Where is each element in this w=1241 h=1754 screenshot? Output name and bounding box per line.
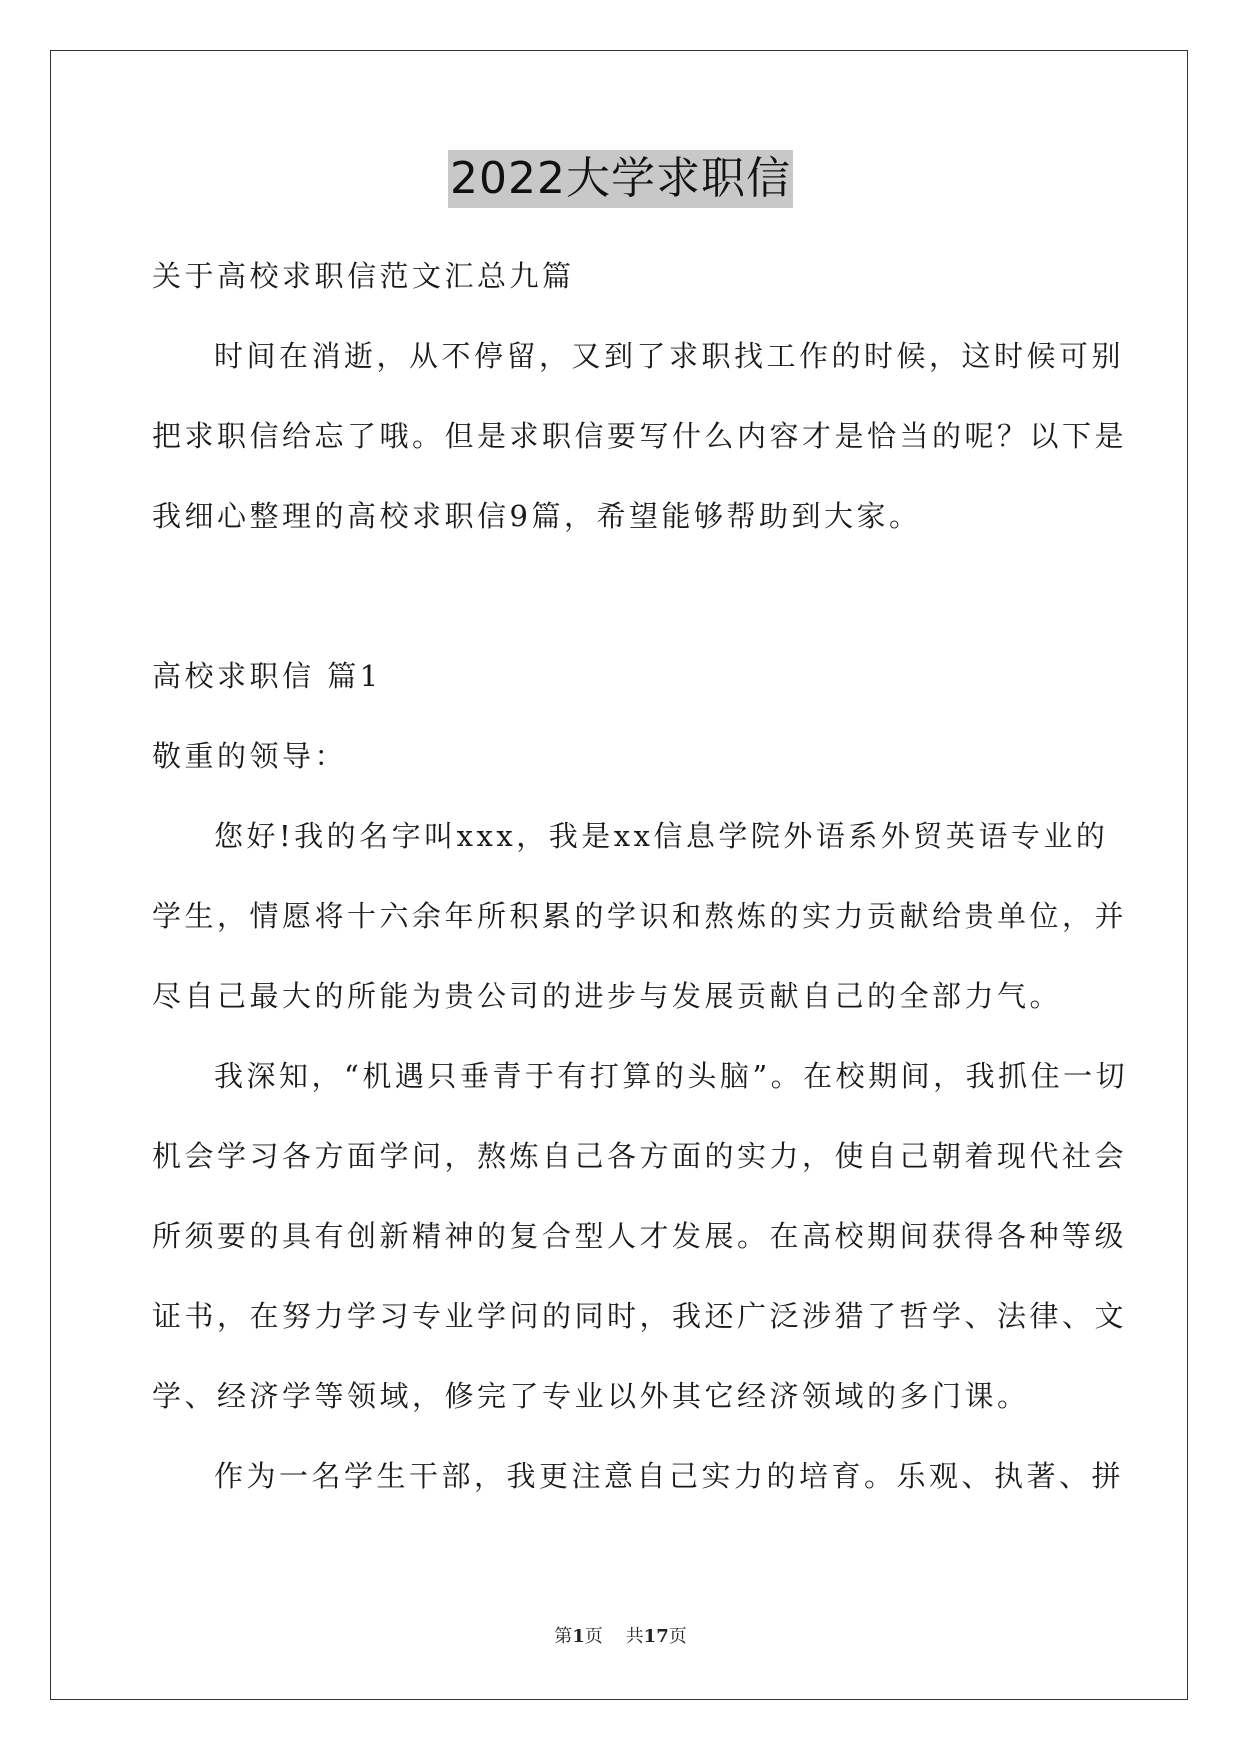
footer-page-suffix: 页 [584,1626,603,1647]
footer-page-number: 1 [572,1626,585,1647]
text-line: 您好!我的名字叫xxx，我是xx信息学院外语系外贸英语专业的 [214,819,1109,853]
document-body [152,236,1129,1516]
text-line: 学生，情愿将十六余年所积累的学识和熬炼的实力贡献给贵单位，并 [152,899,1128,933]
text-line: 敬重的领导： [152,739,348,773]
text-line: 学、经济学等领域，修完了专业以外其它经济领域的多门课。 [152,1379,1030,1413]
text-line: 证书，在努力学习专业学问的同时，我还广泛涉猎了哲学、法律、文 [152,1299,1128,1333]
footer-page-prefix: 第 [554,1626,573,1647]
text-line: 机会学习各方面学问，熬炼自己各方面的实力，使自己朝着现代社会 [152,1139,1128,1173]
paragraph-gap [152,556,1088,636]
text-line: 时间在消逝，从不停留，又到了求职找工作的时候，这时候可别 [214,339,1125,373]
footer-total-prefix: 共 [625,1626,644,1647]
footer-total-pages: 17 [643,1626,669,1647]
text-line: 高校求职信 篇1 [152,659,382,693]
document-title: 2022大学求职信 [448,150,793,208]
text-line: 把求职信给忘了哦。但是求职信要写什么内容才是恰当的呢？以下是 [152,419,1128,453]
text-line: 我深知，“机遇只垂青于有打算的头脑”。在校期间，我抓住一切 [214,1059,1129,1093]
footer-total-suffix: 页 [668,1626,687,1647]
text-line: 尽自己最大的所能为贵公司的进步与发展贡献自己的全部力气。 [152,979,1063,1013]
text-line: 作为一名学生干部，我更注意自己实力的培育。乐观、执著、拼 [214,1459,1125,1493]
text-line: 我细心整理的高校求职信9篇，希望能够帮助到大家。 [152,499,922,533]
title-container [0,150,1241,208]
text-line: 关于高校求职信范文汇总九篇 [152,259,575,293]
page-footer [0,1625,1241,1649]
text-line: 所须要的具有创新精神的复合型人才发展。在高校期间获得各种等级 [152,1219,1128,1253]
